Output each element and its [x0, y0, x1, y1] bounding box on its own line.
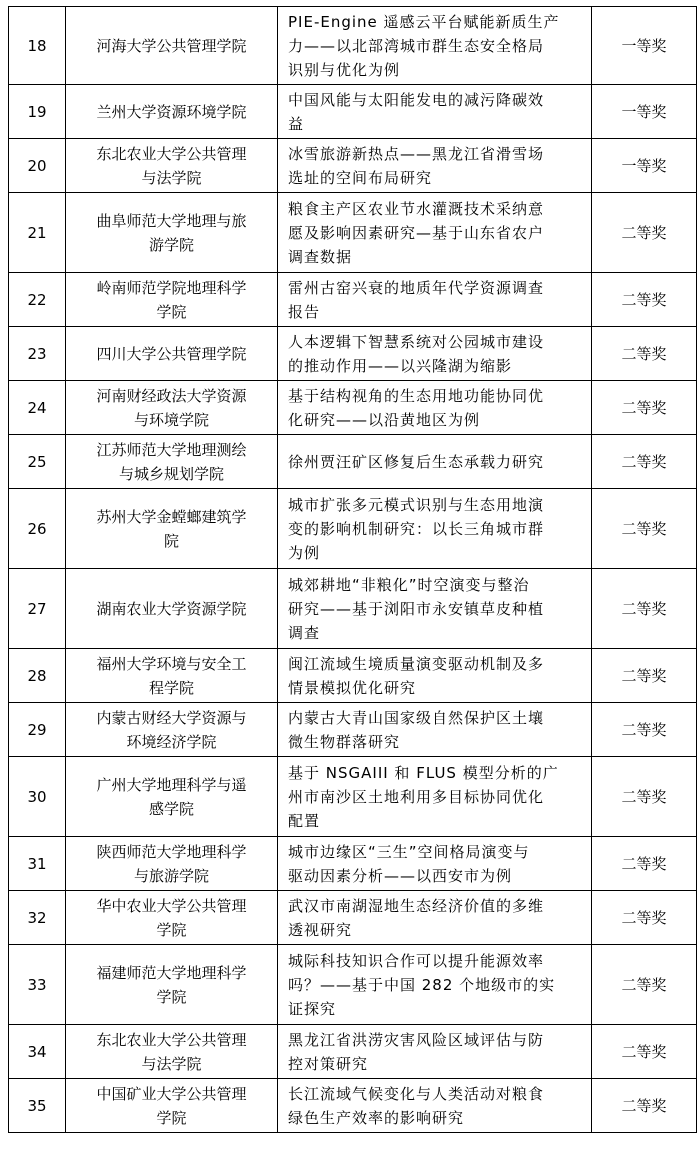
award-level: 二等奖: [592, 193, 697, 273]
school-name-line: 学院: [156, 920, 187, 939]
project-title-line: 中国风能与太阳能发电的减污降碳效: [288, 90, 545, 109]
project-title-cell: [278, 85, 592, 139]
school-cell: [66, 945, 278, 1025]
school-name-line: 兰州大学资源环境学院: [96, 102, 247, 121]
project-title-line: 雷州古窑兴衰的地质年代学资源调查: [288, 278, 545, 297]
school-cell: [66, 569, 278, 649]
table-row: [9, 891, 697, 945]
table-row: [9, 649, 697, 703]
project-title-cell: [278, 193, 592, 273]
row-number: 23: [9, 327, 66, 381]
project-title-cell: [278, 435, 592, 489]
row-number: 20: [9, 139, 66, 193]
project-title-line: 控对策研究: [288, 1054, 369, 1073]
award-level: 二等奖: [592, 327, 697, 381]
school-name-line: 东北农业大学公共管理: [96, 1030, 247, 1049]
table-row: [9, 489, 697, 569]
school-cell: [66, 139, 278, 193]
project-title-cell: [278, 139, 592, 193]
school-name-line: 内蒙古财经大学资源与: [96, 708, 247, 727]
row-number: 18: [9, 7, 66, 85]
row-number: 34: [9, 1025, 66, 1079]
project-title-cell: [278, 381, 592, 435]
row-number: 26: [9, 489, 66, 569]
project-title-line: 的推动作用——以兴隆湖为缩影: [288, 356, 513, 375]
project-title-line: 化研究——以沿黄地区为例: [288, 410, 481, 429]
project-title-line: 城郊耕地“非粮化”时空演变与整治: [288, 575, 530, 594]
project-title-line: 基于 NSGAIII 和 FLUS 模型分析的广: [288, 763, 559, 782]
school-name-line: 河南财经政法大学资源: [96, 386, 247, 405]
project-title-line: 报告: [288, 302, 321, 321]
project-title-line: 城市扩张多元模式识别与生态用地演: [288, 495, 545, 514]
project-title-line: 情景模拟优化研究: [288, 678, 417, 697]
school-cell: [66, 327, 278, 381]
project-title-cell: [278, 273, 592, 327]
school-name-line: 与旅游学院: [133, 866, 209, 885]
project-title-line: 配置: [288, 811, 321, 830]
project-title-line: 闽江流域生境质量演变驱动机制及多: [288, 654, 545, 673]
school-name-line: 游学院: [148, 235, 194, 254]
project-title-cell: [278, 649, 592, 703]
school-name-line: 四川大学公共管理学院: [96, 344, 247, 363]
project-title-line: 力——以北部湾城市群生态安全格局: [288, 36, 545, 55]
table-row: [9, 1025, 697, 1079]
project-title-cell: [278, 7, 592, 85]
school-name-line: 与法学院: [141, 1054, 202, 1073]
project-title-line: 城际科技知识合作可以提升能源效率: [288, 951, 545, 970]
project-title-cell: [278, 703, 592, 757]
award-level: 二等奖: [592, 945, 697, 1025]
project-title-line: 为例: [288, 543, 321, 562]
table-row: [9, 85, 697, 139]
row-number: 27: [9, 569, 66, 649]
school-name-line: 湖南农业大学资源学院: [96, 599, 247, 618]
award-level: 二等奖: [592, 837, 697, 891]
row-number: 28: [9, 649, 66, 703]
table-row: [9, 1079, 697, 1133]
project-title-line: 变的影响机制研究：以长三角城市群: [288, 519, 545, 538]
project-title-line: 证探究: [288, 999, 337, 1018]
table-row: [9, 757, 697, 837]
table-row: [9, 273, 697, 327]
school-name-line: 苏州大学金螳螂建筑学: [96, 507, 247, 526]
school-name-line: 福建师范大学地理科学: [96, 963, 247, 982]
school-name-line: 福州大学环境与安全工: [96, 654, 247, 673]
school-cell: [66, 757, 278, 837]
school-cell: [66, 1079, 278, 1133]
project-title-line: 益: [288, 114, 305, 133]
row-number: 25: [9, 435, 66, 489]
school-cell: [66, 703, 278, 757]
project-title-line: 选址的空间布局研究: [288, 168, 433, 187]
project-title-line: 徐州贾汪矿区修复后生态承载力研究: [288, 452, 545, 471]
school-name-line: 与城乡规划学院: [118, 464, 224, 483]
project-title-line: 绿色生产效率的影响研究: [288, 1108, 465, 1127]
school-name-line: 华中农业大学公共管理: [96, 896, 247, 915]
project-title-line: 城市边缘区“三生”空间格局演变与: [288, 842, 530, 861]
award-level: 二等奖: [592, 757, 697, 837]
project-title-line: 愿及影响因素研究—基于山东省农户: [288, 223, 545, 242]
awards-table-body: [9, 7, 697, 1133]
project-title-line: 调查数据: [288, 247, 353, 266]
table-row: [9, 139, 697, 193]
row-number: 22: [9, 273, 66, 327]
project-title-cell: [278, 489, 592, 569]
row-number: 33: [9, 945, 66, 1025]
school-cell: [66, 85, 278, 139]
school-cell: [66, 7, 278, 85]
award-level: 二等奖: [592, 891, 697, 945]
project-title-line: 吗？——基于中国 282 个地级市的实: [288, 975, 556, 994]
project-title-cell: [278, 327, 592, 381]
school-name-line: 中国矿业大学公共管理: [96, 1084, 247, 1103]
school-name-line: 东北农业大学公共管理: [96, 144, 247, 163]
project-title-cell: [278, 837, 592, 891]
project-title-line: 调查: [288, 623, 321, 642]
school-cell: [66, 435, 278, 489]
project-title-cell: [278, 891, 592, 945]
school-cell: [66, 381, 278, 435]
table-row: [9, 327, 697, 381]
table-row: [9, 945, 697, 1025]
table-row: [9, 381, 697, 435]
row-number: 19: [9, 85, 66, 139]
school-name-line: 陕西师范大学地理科学: [96, 842, 247, 861]
project-title-cell: [278, 1025, 592, 1079]
project-title-line: 微生物群落研究: [288, 732, 401, 751]
school-name-line: 学院: [156, 302, 187, 321]
school-name-line: 程学院: [148, 678, 194, 697]
school-name-line: 与环境学院: [133, 410, 209, 429]
award-level: 二等奖: [592, 703, 697, 757]
project-title-line: 内蒙古大青山国家级自然保护区土壤: [288, 708, 545, 727]
school-cell: [66, 891, 278, 945]
project-title-line: 识别与优化为例: [288, 60, 401, 79]
school-cell: [66, 837, 278, 891]
school-cell: [66, 193, 278, 273]
award-level: 一等奖: [592, 7, 697, 85]
project-title-line: 粮食主产区农业节水灌溉技术采纳意: [288, 199, 545, 218]
school-name-line: 江苏师范大学地理测绘: [96, 440, 247, 459]
school-name-line: 与法学院: [141, 168, 202, 187]
table-row: [9, 7, 697, 85]
school-cell: [66, 649, 278, 703]
school-name-line: 感学院: [148, 799, 194, 818]
award-level: 一等奖: [592, 139, 697, 193]
table-row: [9, 837, 697, 891]
project-title-line: PIE-Engine 遥感云平台赋能新质生产: [288, 12, 560, 31]
award-level: 一等奖: [592, 85, 697, 139]
award-level: 二等奖: [592, 273, 697, 327]
project-title-cell: [278, 569, 592, 649]
row-number: 32: [9, 891, 66, 945]
project-title-line: 基于结构视角的生态用地功能协同优: [288, 386, 545, 405]
table-row: [9, 703, 697, 757]
award-level: 二等奖: [592, 435, 697, 489]
school-name-line: 环境经济学院: [126, 732, 217, 751]
school-name-line: 院: [163, 531, 179, 550]
awards-table: [8, 6, 697, 1133]
award-level: 二等奖: [592, 489, 697, 569]
table-row: [9, 569, 697, 649]
row-number: 31: [9, 837, 66, 891]
school-name-line: 曲阜师范大学地理与旅: [96, 211, 247, 230]
award-level: 二等奖: [592, 649, 697, 703]
project-title-line: 州市南沙区土地利用多目标协同优化: [288, 787, 545, 806]
project-title-line: 黑龙江省洪涝灾害风险区域评估与防: [288, 1030, 545, 1049]
row-number: 21: [9, 193, 66, 273]
project-title-cell: [278, 945, 592, 1025]
school-name-line: 学院: [156, 1108, 187, 1127]
project-title-line: 驱动因素分析——以西安市为例: [288, 866, 513, 885]
school-name-line: 岭南师范学院地理科学: [96, 278, 247, 297]
project-title-line: 人本逻辑下智慧系统对公园城市建设: [288, 332, 545, 351]
table-row: [9, 435, 697, 489]
project-title-line: 研究——基于浏阳市永安镇草皮种植: [288, 599, 545, 618]
project-title-line: 冰雪旅游新热点——黑龙江省滑雪场: [288, 144, 545, 163]
school-cell: [66, 1025, 278, 1079]
school-name-line: 学院: [156, 987, 187, 1006]
award-level: 二等奖: [592, 1079, 697, 1133]
school-cell: [66, 273, 278, 327]
row-number: 35: [9, 1079, 66, 1133]
table-row: [9, 193, 697, 273]
project-title-line: 长江流域气候变化与人类活动对粮食: [288, 1084, 545, 1103]
school-name-line: 广州大学地理科学与遥: [96, 775, 247, 794]
project-title-line: 透视研究: [288, 920, 353, 939]
row-number: 24: [9, 381, 66, 435]
row-number: 30: [9, 757, 66, 837]
school-name-line: 河海大学公共管理学院: [96, 36, 247, 55]
award-level: 二等奖: [592, 381, 697, 435]
project-title-cell: [278, 757, 592, 837]
project-title-cell: [278, 1079, 592, 1133]
school-cell: [66, 489, 278, 569]
row-number: 29: [9, 703, 66, 757]
award-level: 二等奖: [592, 1025, 697, 1079]
award-level: 二等奖: [592, 569, 697, 649]
project-title-line: 武汉市南湖湿地生态经济价值的多维: [288, 896, 545, 915]
